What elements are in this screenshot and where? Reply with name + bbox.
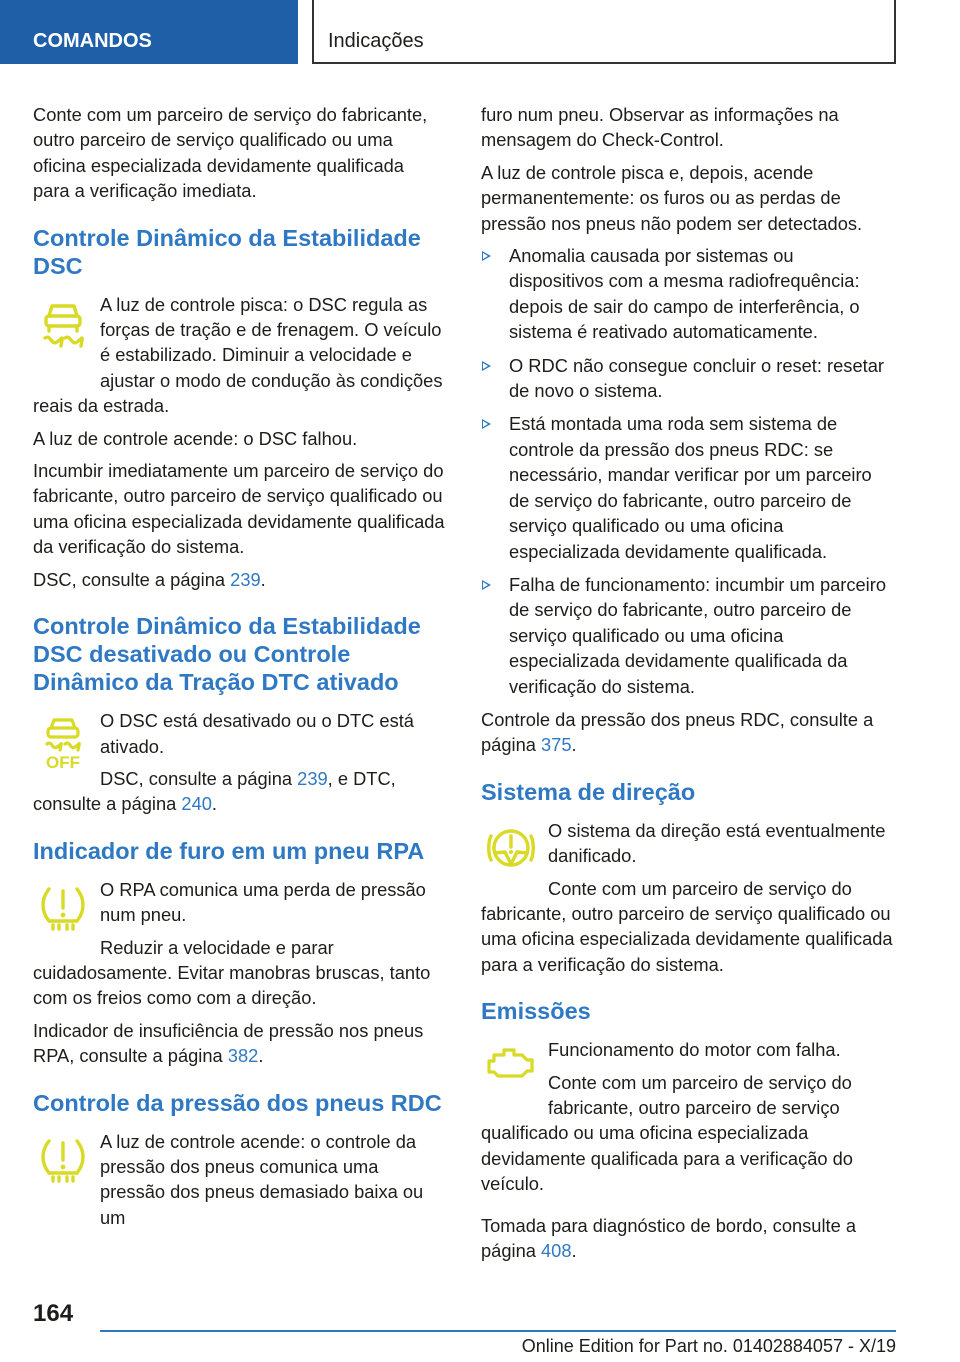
left-column — [33, 102, 445, 1237]
rpa-page-link[interactable]: 382 — [227, 1045, 259, 1067]
rpa-reference — [33, 1018, 445, 1069]
triangle-bullet-icon — [482, 580, 491, 590]
intro-paragraph: Conte com um parceiro de serviço do fabricante, outro parceiro de serviço qualificado ou uma oficina especializada devidamente qualificada para a verificação imediata. — [33, 104, 428, 202]
rpa-reference-text: Indicador de insuficiência de pressão nos pneus RPA, consulte a página — [33, 1019, 424, 1067]
steering-paragraph-2: Conte com um parceiro de serviço do fabricante, outro parceiro de serviço qualificado ou uma oficina especializada devidamente qualificada para a verificação do sistema. — [481, 877, 893, 975]
page-number: 164 — [33, 1300, 74, 1327]
emissions-paragraph-2: Conte com um parceiro de serviço do fabricante, outro parceiro de serviço qualificado ou uma oficina especializada devidamente qualificada para a verificação do veículo. — [481, 1071, 853, 1195]
dsc-paragraph-1: A luz de controle pisca: o DSC regula as forças de tração e de frenagem. O veículo é estabilizado. Diminuir a velocidade e ajustar o modo de condução às condições reais da estrada. — [33, 293, 443, 417]
dsc-paragraph-3: Incumbir imediatamente um parceiro de serviço do fabricante, outro parceiro de serviço qualificado ou uma oficina especializada devidamente qualificada da verificação do sistema. — [33, 460, 445, 558]
dsc-off-section — [33, 708, 445, 817]
list-item: O RDC não consegue concluir o reset: resetar de novo o sistema. — [481, 353, 893, 404]
dsc-off-page-link-1[interactable]: 239 — [297, 767, 328, 789]
dsc-reference — [33, 567, 445, 592]
emissions-reference-end: . — [571, 1240, 577, 1262]
heading-emissions: Emissões — [481, 998, 591, 1025]
steering-warning-icon — [481, 818, 541, 898]
rdc-page-link[interactable]: 375 — [540, 734, 572, 756]
rpa-paragraph-2: Reduzir a velocidade e parar cuidadosamente. Evitar manobras bruscas, tanto com os freios como com a direção. — [33, 936, 431, 1009]
heading-steering: Sistema de direção — [481, 778, 696, 805]
dsc-page-link[interactable]: 239 — [230, 568, 261, 590]
steering-section — [481, 818, 893, 977]
dsc-paragraph-2: A luz de controle acende: o DSC falhou. — [33, 427, 358, 449]
triangle-bullet-icon — [482, 361, 491, 371]
engine-check-icon — [481, 1037, 541, 1117]
rdc-section — [33, 1129, 445, 1231]
list-item: Falha de funcionamento: incumbir um parceiro de serviço do fabricante, outro parceiro de serviço qualificado ou uma oficina especializada devidamente qualificada da verificação do sistema. — [481, 572, 893, 699]
heading-rpa: Indicador de furo em um pneu RPA — [33, 837, 425, 864]
rdc-bullet-list — [481, 243, 893, 699]
emissions-section — [481, 1037, 893, 1196]
rdc-reference-end: . — [571, 734, 577, 756]
footer-divider — [100, 1330, 896, 1332]
dsc-off-paragraph: O DSC está desativado ou o DTC está ativado. — [100, 710, 414, 757]
dsc-off-reference — [33, 766, 445, 817]
dsc-off-page-link-2[interactable]: 240 — [181, 793, 212, 815]
dsc-reference-text: DSC, consulte a página — [33, 568, 231, 590]
tire-pressure-icon — [33, 1129, 93, 1209]
rdc-reference-text: Controle da pressão dos pneus RDC, consulte a página — [481, 708, 874, 756]
rdc-continuation: furo num pneu. Observar as informações na mensagem do Check-Control. — [481, 104, 839, 151]
dsc-off-reference-end: . — [211, 793, 218, 815]
emissions-paragraph-1: Funcionamento do motor com falha. — [548, 1039, 841, 1061]
svg-text:OFF: OFF — [46, 753, 80, 773]
heading-dsc-off: Controle Dinâmico da Estabilidade DSC desativado ou Controle Dinâmico da Tração DTC ativado — [33, 613, 421, 696]
footer-edition: Online Edition for Part no. 01402884057 - X/19 — [521, 1336, 896, 1356]
dsc-section — [33, 292, 445, 419]
emissions-page-link[interactable]: 408 — [540, 1240, 572, 1262]
dsc-off-icon — [33, 708, 93, 788]
tire-pressure-icon — [33, 877, 93, 957]
right-column — [481, 102, 893, 1270]
triangle-bullet-icon — [482, 419, 491, 429]
dsc-off-reference-text-1: DSC, consulte a página — [100, 767, 298, 789]
heading-rdc: Controle da pressão dos pneus RDC — [33, 1089, 442, 1116]
section-tab: COMANDOS — [0, 0, 298, 64]
emissions-reference-text: Tomada para diagnóstico de bordo, consulte a página — [481, 1214, 857, 1262]
rpa-section — [33, 877, 445, 1011]
page-header-title: Indicações — [312, 0, 896, 64]
rpa-reference-end: . — [258, 1045, 264, 1067]
heading-dsc: Controle Dinâmico da Estabilidade DSC — [33, 224, 421, 279]
rpa-paragraph-1: O RPA comunica uma perda de pressão num pneu. — [100, 878, 426, 926]
dsc-off-reference-text-2: , e DTC, consulte a página — [33, 767, 396, 815]
rdc-reference — [481, 707, 893, 758]
rdc-paragraph-1: A luz de controle acende: o controle da pressão dos pneus comunica uma pressão dos pneus demasiado baixa ou um — [100, 1130, 424, 1228]
steering-paragraph-1: O sistema da direção está eventualmente danificado. — [548, 819, 886, 867]
list-item: Anomalia causada por sistemas ou dispositivos com a mesma radiofrequência: depois de sair do campo de interferência, o sistema é reativado automaticamente. — [481, 243, 893, 345]
rdc-paragraph-2: A luz de controle pisca e, depois, acende permanentemente: os furos ou as perdas de pressão nos pneus não podem ser detectados. — [481, 161, 863, 234]
dsc-icon — [33, 292, 93, 372]
dsc-reference-end: . — [260, 568, 266, 590]
list-item: Está montada uma roda sem sistema de controle da pressão dos pneus RDC: se necessário, mandar verificar por um parceiro de serviço do fabricante, outro parceiro de serviço qualificado ou uma oficina especializada devidamente qualificada. — [481, 411, 893, 563]
triangle-bullet-icon — [482, 251, 491, 261]
emissions-reference — [481, 1213, 893, 1264]
